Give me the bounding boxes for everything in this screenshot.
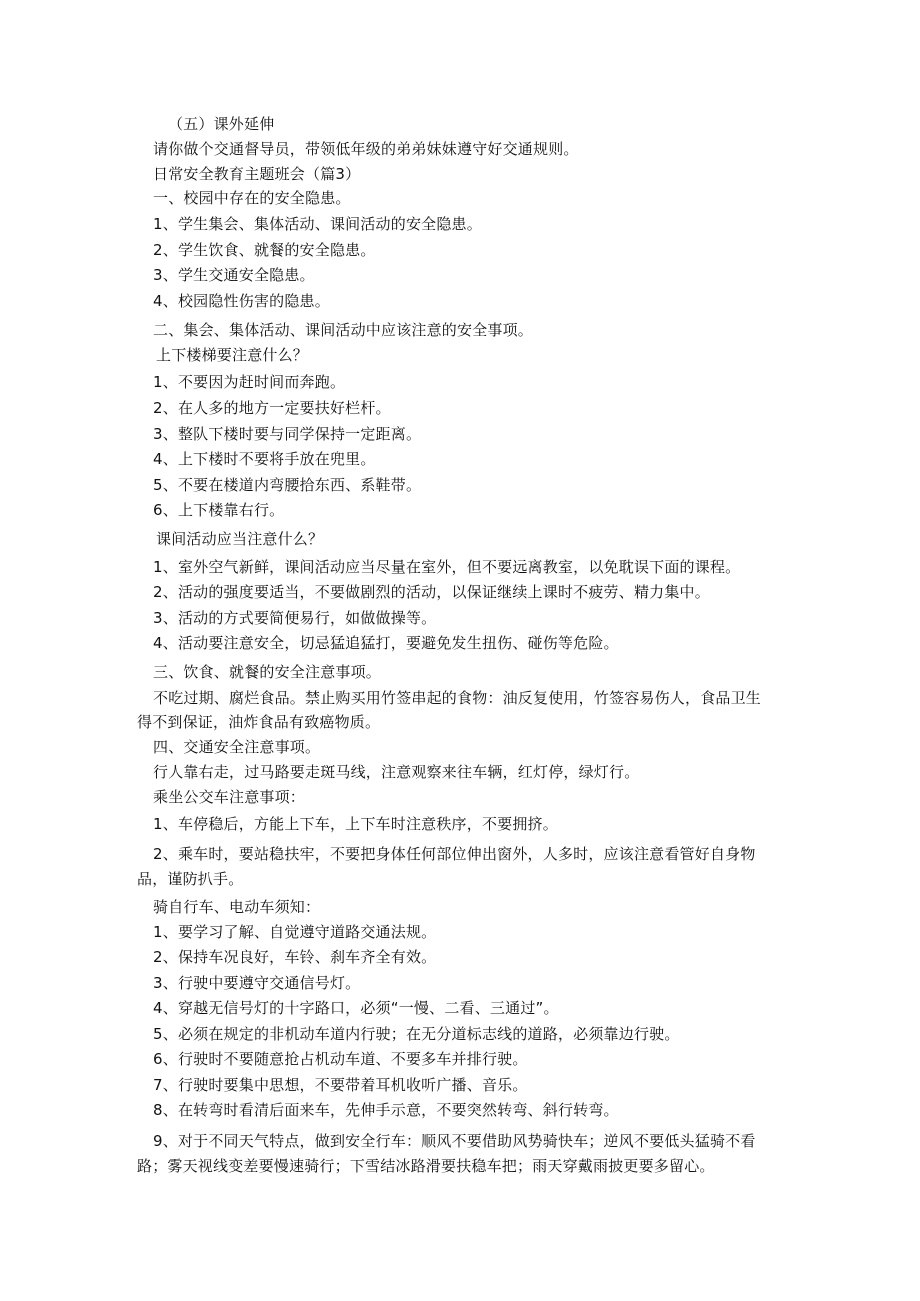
text-line: 4、穿越无信号灯的十字路口，必须“一慢、二看、三通过”。 [153,999,559,1017]
text-line: （五）课外延伸 [168,115,275,133]
text-line: 3、活动的方式要简便易行，如做做操等。 [153,609,437,627]
text-line: 1、要学习了解、自觉遵守道路交通法规。 [153,923,437,941]
text-line: 6、上下楼靠右行。 [153,501,285,519]
text-line: 8、在转弯时看清后面来车，先伸手示意，不要突然转弯、斜行转弯。 [153,1101,619,1119]
text-line: 2、学生饮食、就餐的安全隐患。 [153,241,376,259]
text-line: 1、学生集会、集体活动、课间活动的安全隐患。 [153,215,482,233]
text-line: 4、上下楼时不要将手放在兜里。 [153,450,376,468]
text-line: 5、必须在规定的非机动车道内行驶；在无分道标志线的道路，必须靠边行驶。 [153,1025,680,1043]
text-line: 二、集会、集体活动、课间活动中应该注意的安全事项。 [153,321,534,339]
text-line: 一、校园中存在的安全隐患。 [153,189,351,207]
text-line: 路；雾天视线变差要慢速骑行；下雪结冰路滑要扶稳车把；雨天穿戴雨披更要多留心。 [137,1157,715,1175]
text-line: 2、保持车况良好，车铃、刹车齐全有效。 [153,948,437,966]
text-line: 日常安全教育主题班会（篇3） [153,165,361,183]
text-line: 1、室外空气新鲜，课间活动应当尽量在室外，但不要远离教室，以免耽误下面的课程。 [153,558,741,576]
text-line: 3、整队下楼时要与同学保持一定距离。 [153,425,422,443]
text-line: 请你做个交通督导员，带领低年级的弟弟妹妹遵守好交通规则。 [153,140,579,158]
text-line: 不吃过期、腐烂食品。禁止购买用竹签串起的食物：油反复使用，竹签容易伤人，食品卫生 [153,689,762,707]
text-line: 4、活动要注意安全，切忌猛追猛打，要避免发生扭伤、碰伤等危险。 [153,634,619,652]
text-line: 4、校园隐性伤害的隐患。 [153,292,330,310]
text-line: 骑自行车、电动车须知： [153,898,321,916]
text-line: 课间活动应当注意什么？ [156,530,324,548]
text-line: 品，谨防扒手。 [137,870,244,888]
text-line: 乘坐公交车注意事项： [153,788,306,806]
text-line: 5、不要在楼道内弯腰拾东西、系鞋带。 [153,476,422,494]
text-line: 行人靠右走，过马路要走斑马线，注意观察来往车辆，红灯停，绿灯行。 [153,763,640,781]
text-line: 上下楼梯要注意什么？ [156,346,309,364]
text-line: 2、活动的强度要适当，不要做剧烈的活动，以保证继续上课时不疲劳、精力集中。 [153,583,710,601]
text-line: 四、交通安全注意事项。 [153,738,321,756]
text-line: 3、行驶中要遵守交通信号灯。 [153,974,361,992]
text-line: 1、车停稳后，方能上下车，上下车时注意秩序，不要拥挤。 [153,815,558,833]
text-line: 2、乘车时，要站稳扶牢，不要把身体任何部位伸出窗外，人多时，应该注意看管好自身物 [153,845,756,863]
text-line: 9、对于不同天气特点，做到安全行车：顺风不要借助风势骑快车；逆风不要低头猛骑不看 [153,1132,756,1150]
text-line: 3、学生交通安全隐患。 [153,266,315,284]
text-line: 三、饮食、就餐的安全注意事项。 [153,663,382,681]
text-line: 6、行驶时不要随意抢占机动车道、不要多车并排行驶。 [153,1050,528,1068]
text-line: 得不到保证，油炸食品有致癌物质。 [137,713,381,731]
text-line: 1、不要因为赶时间而奔跑。 [153,373,346,391]
text-line: 7、行驶时要集中思想，不要带着耳机收听广播、音乐。 [153,1076,528,1094]
text-line: 2、在人多的地方一定要扶好栏杆。 [153,399,391,417]
